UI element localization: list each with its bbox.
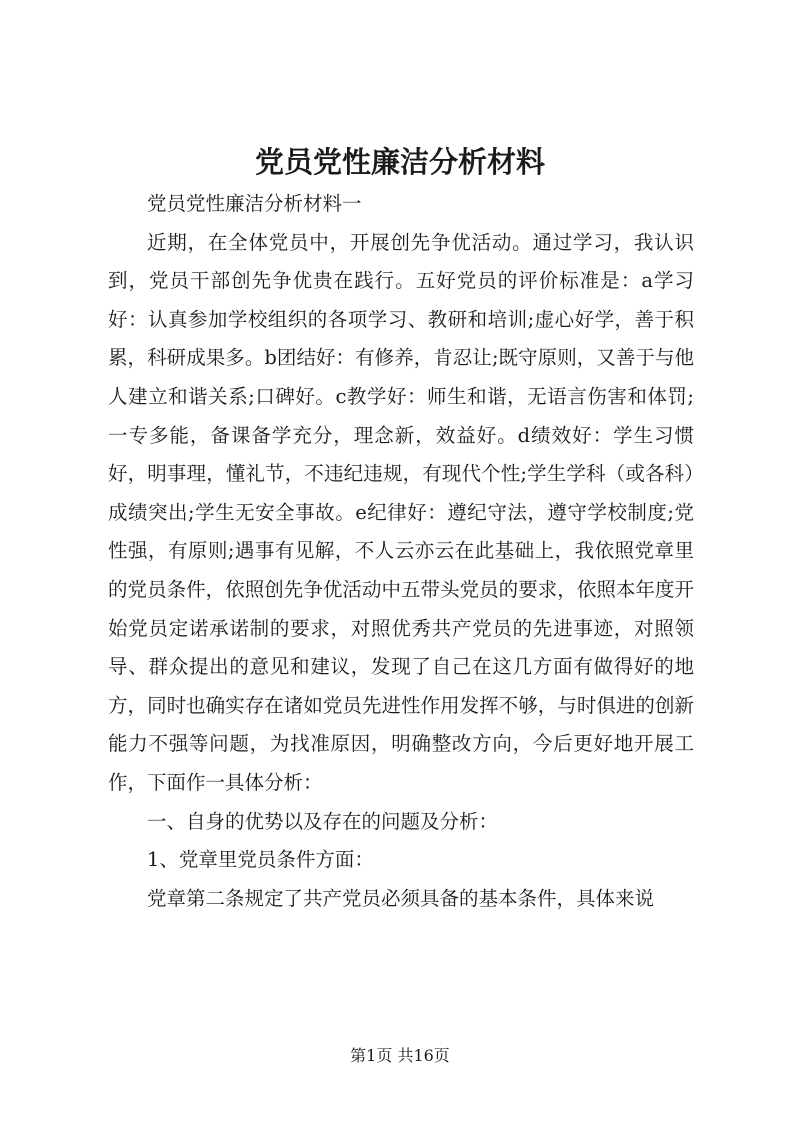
document-title: 党员党性廉洁分析材料 (254, 145, 545, 179)
section-heading-1: 一、自身的优势以及存在的问题及分析： (147, 809, 499, 833)
page-number-footer: 第1页 共16页 (350, 1046, 450, 1065)
document-body (108, 185, 694, 918)
paragraph-subtitle: 党员党性廉洁分析材料一 (147, 192, 362, 215)
paragraph-intro: 近期，在全体党员中，开展创先争优活动。通过学习，我认识到，党员干部创先争优贵在践行。五好党员的评价标准是：a学习好：认真参加学校组织的各项学习、教研和培训;虚心好学，善于积累，科研成果多。b团结好：有修养，肯忍让;既守原则，又善于与他人建立和谐关系;口碑好。c教学好：师生和谐，无语言伤害和体罚;一专多能，备课备学充分，理念新，效益好。d绩效好：学生习惯好，明事理，懂礼节，不违纪违规，有现代个性;学生学科（或各科）成绩突出;学生无安全事故。e纪律好：遵纪守法，遵守学校制度;党性强，有原则;遇事有见解，不人云亦云在此基础上，我依照党章里的党员条件，依照创先争优活动中五带头党员的要求，依照本年度开始党员定诺承诺制的要求，对照优秀共产党员的先进事迹，对照领导、群众提出的意见和建议，发现了自己在这几方面有做得好的地方，同时也确实存在诸如党员先进性作用发挥不够，与时俱进的创新能力不强等问题，为找准原因，明确整改方向，今后更好地开展工作，下面作一具体分析： (108, 230, 694, 794)
paragraph-party-constitution: 党章第二条规定了共产党员必须具备的基本条件，具体来说 (147, 886, 655, 910)
subsection-heading-1: 1、党章里党员条件方面： (147, 848, 374, 872)
